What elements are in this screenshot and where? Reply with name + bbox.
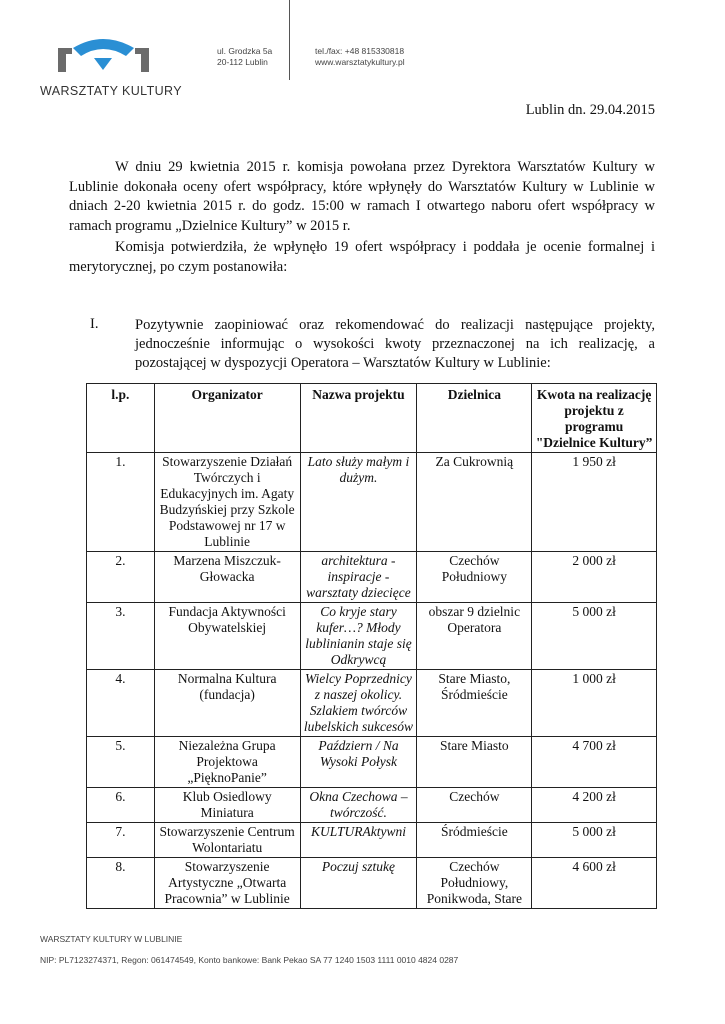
address-line-1: ul. Grodzka 5a [217, 46, 273, 56]
paragraph-decision: Komisja potwierdziła, że wpłynęło 19 ofert współpracy i poddała je ocenie formalnej i merytorycznej, po czym postanowiła: [69, 239, 655, 275]
logo-grey-right-bracket [135, 48, 149, 72]
header-address [217, 46, 272, 68]
table-row [87, 552, 657, 603]
row-project: Lato służy małym i dużym. [300, 453, 417, 552]
header-contact [315, 46, 405, 68]
logo-text: WARSZTATY KULTURY [40, 84, 182, 98]
table-row [87, 670, 657, 737]
row-lp: 1. [87, 453, 155, 552]
table-row [87, 788, 657, 823]
header-divider [289, 0, 290, 80]
row-lp: 5. [87, 737, 155, 788]
logo-grey-left-bracket [58, 48, 72, 72]
row-organizer: Stowarzyszenie Centrum Wolontariatu [154, 823, 300, 858]
row-organizer: Normalna Kultura (fundacja) [154, 670, 300, 737]
row-district: Śródmieście [417, 823, 532, 858]
address-line-2: 20-112 Lublin [217, 57, 268, 67]
header-organizer: Organizator [154, 384, 300, 453]
row-organizer: Stowarzyszenie Artystyczne „Otwarta Pracownia” w Lublinie [154, 858, 300, 909]
row-district: Stare Miasto, Śródmieście [417, 670, 532, 737]
header-district: Dzielnica [417, 384, 532, 453]
row-amount: 2 000 zł [532, 552, 657, 603]
table-header-row [87, 384, 657, 453]
row-project: Poczuj sztukę [300, 858, 417, 909]
row-organizer: Klub Osiedlowy Miniatura [154, 788, 300, 823]
row-lp: 8. [87, 858, 155, 909]
row-project: architektura - inspiracje - warsztaty dziecięce [300, 552, 417, 603]
contact-website: www.warsztatykultury.pl [315, 57, 405, 67]
header-amount: Kwota na realizację projektu z programu "Dzielnice Kultury” [532, 384, 657, 453]
footer-registration: NIP: PL7123274371, Regon: 061474549, Konto bankowe: Bank Pekao SA 77 1240 1503 1111 0010 4824 0287 [40, 955, 459, 965]
row-lp: 4. [87, 670, 155, 737]
row-lp: 6. [87, 788, 155, 823]
table-row [87, 823, 657, 858]
document-date: Lublin dn. 29.04.2015 [525, 102, 655, 118]
row-project: Październ / Na Wysoki Połysk [300, 737, 417, 788]
row-organizer: Stowarzyszenie Działań Twórczych i Edukacyjnych im. Agaty Budzyńskiej przy Szkole Podstawowej nr 17 w Lublinie [154, 453, 300, 552]
row-project: Wielcy Poprzednicy z naszej okolicy. Szlakiem twórców lubelskich sukcesów [300, 670, 417, 737]
row-project: Co kryje stary kufer…? Młody lublinianin staje się Odkrywcą [300, 603, 417, 670]
row-amount: 5 000 zł [532, 603, 657, 670]
row-district: Za Cukrownią [417, 453, 532, 552]
row-district: obszar 9 dzielnic Operatora [417, 603, 532, 670]
table-row [87, 603, 657, 670]
row-organizer: Marzena Miszczuk-Głowacka [154, 552, 300, 603]
projects-table [86, 383, 657, 909]
row-project: Okna Czechowa – twórczość. [300, 788, 417, 823]
table-row [87, 858, 657, 909]
footer-org-name: WARSZTATY KULTURY W LUBLINIE [40, 934, 183, 944]
header-project: Nazwa projektu [300, 384, 417, 453]
row-lp: 3. [87, 603, 155, 670]
row-district: Stare Miasto [417, 737, 532, 788]
row-district: Czechów Południowy [417, 552, 532, 603]
paragraph-intro: W dniu 29 kwietnia 2015 r. komisja powołana przez Dyrektora Warsztatów Kultury w Lublinie dokonała oceny ofert współpracy, które wpłynęły do Warsztatów Kultury w Lublinie w dniach 2-20 kwietnia 2015 r. do godz. 15:00 w ramach I otwartego naboru ofert współpracy w ramach programu „Dzielnice Kultury” w 2015 r. [69, 159, 655, 234]
table-row [87, 453, 657, 552]
row-organizer: Fundacja Aktywności Obywatelskiej [154, 603, 300, 670]
row-district: Czechów [417, 788, 532, 823]
row-lp: 2. [87, 552, 155, 603]
section-text: Pozytywnie zaopiniować oraz rekomendować do realizacji następujące projekty, jednocześnie informując o wysokości kwoty przeznaczonej na ich realizację, a pozostającej w dyspozycji Operatora – Warsztatów Kultury w Lublinie: [135, 317, 655, 371]
row-project: KULTURAktywni [300, 823, 417, 858]
header-lp: l.p. [87, 384, 155, 453]
logo-blue-triangle [94, 58, 112, 70]
row-amount: 1 000 zł [532, 670, 657, 737]
row-amount: 5 000 zł [532, 823, 657, 858]
section-number: I. [90, 316, 99, 332]
row-amount: 4 700 zł [532, 737, 657, 788]
row-lp: 7. [87, 823, 155, 858]
row-organizer: Niezależna Grupa Projektowa „PięknoPanie” [154, 737, 300, 788]
row-amount: 4 200 zł [532, 788, 657, 823]
logo-blue-arc [73, 39, 134, 56]
table-row [87, 737, 657, 788]
row-district: Czechów Południowy, Ponikwoda, Stare [417, 858, 532, 909]
contact-phone: tel./fax: +48 815330818 [315, 46, 405, 56]
row-amount: 1 950 zł [532, 453, 657, 552]
row-amount: 4 600 zł [532, 858, 657, 909]
